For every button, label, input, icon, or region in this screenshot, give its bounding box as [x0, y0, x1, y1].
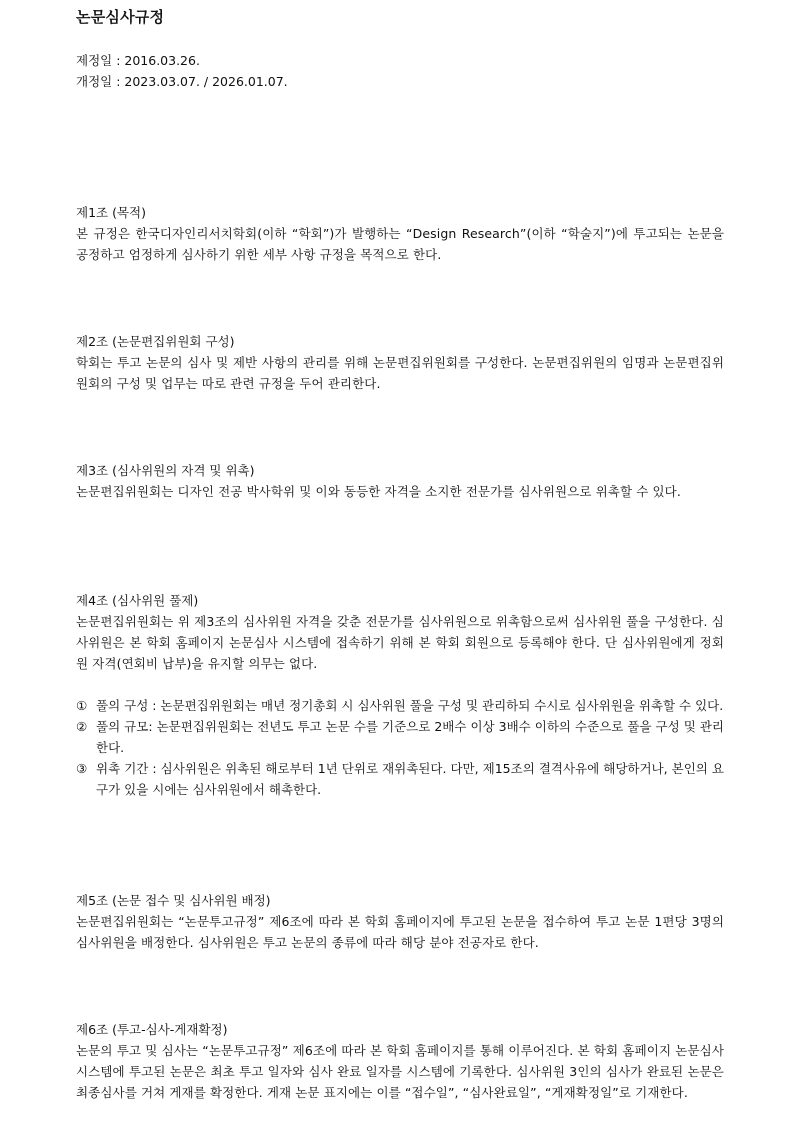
list-item [76, 758, 724, 800]
item-text: 풀의 구성 : 논문편집위원회는 매년 정기총회 시 심사위원 풀을 구성 및 관리하되 수시로 심사위원을 위촉할 수 있다. [96, 698, 724, 713]
article-body: 학회는 투고 논문의 심사 및 제반 사항의 관리를 위해 논문편집위원회를 구성한다. 논문편집위원의 임명과 논문편집위원회의 구성 및 업무는 따로 관련 규정을 두어 관리한다. [76, 355, 724, 391]
article-title: 제3조 (심사위원의 자격 및 위촉) [76, 463, 255, 478]
article-body: 본 규정은 한국디자인리서치학회(이하 “학회”)가 발행하는 “Design Research”(이하 “학술지”)에 투고되는 논문을 공정하고 엄정하게 심사하기 위한 세부 사항 규정을 목적으로 한다. [76, 226, 724, 262]
article-2 [76, 331, 724, 394]
article-body: 논문의 투고 및 심사는 “논문투고규정” 제6조에 따라 본 학회 홈페이지를 통해 이루어진다. 본 학회 홈페이지 논문심사 시스템에 투고된 논문은 최초 투고 일자와 심사 완료 일자를 시스템에 기록한다. 심사위원 3인의 심사가 완료된 논문은 최종심사를 거쳐 게재를 확정한다. 게재 논문 표지에는 이를 “접수일”, “심사완료일”, “게재확정일”로 기재한다. [76, 1043, 724, 1100]
article-1 [76, 202, 724, 265]
article-title: 제2조 (논문편집위원회 구성) [76, 334, 235, 349]
article-title: 제5조 (논문 접수 및 심사위원 배정) [76, 893, 271, 908]
article-title: 제6조 (투고-심사-게재확정) [76, 1022, 228, 1037]
list-item [76, 695, 724, 716]
document-title: 논문심사규정 [76, 8, 165, 26]
article-title: 제1조 (목적) [76, 205, 146, 220]
article-items [76, 695, 724, 800]
enacted-date: 제정일 : 2016.03.26. [76, 53, 200, 68]
item-text: 풀의 규모: 논문편집위원회는 전년도 투고 논문 수를 기준으로 2배수 이상 3배수 이하의 수준으로 풀을 구성 및 관리한다. [96, 719, 724, 755]
article-4 [76, 590, 724, 800]
item-number: ③ [76, 761, 88, 776]
revised-date: 개정일 : 2023.03.07. / 2026.01.07. [76, 74, 288, 89]
article-body: 논문편집위원회는 디자인 전공 박사학위 및 이와 동등한 자격을 소지한 전문가를 심사위원으로 위촉할 수 있다. [76, 484, 681, 499]
item-number: ① [76, 698, 88, 713]
list-item [76, 716, 724, 758]
article-6 [76, 1019, 724, 1103]
item-number: ② [76, 719, 88, 734]
article-3 [76, 460, 724, 502]
document-dates [76, 50, 288, 92]
article-body: 논문편집위원회는 위 제3조의 심사위원 자격을 갖춘 전문가를 심사위원으로 위촉함으로써 심사위원 풀을 구성한다. 심사위원은 본 학회 홈페이지 논문심사 시스템에 접속하기 위해 본 학회 회원으로 등록해야 한다. 단 심사위원에게 정회원 자격(연회비 납부)을 유지할 의무는 없다. [76, 614, 724, 671]
article-title: 제4조 (심사위원 풀제) [76, 593, 199, 608]
article-5 [76, 890, 724, 953]
item-text: 위촉 기간 : 심사위원은 위촉된 해로부터 1년 단위로 재위촉된다. 다만, 제15조의 결격사유에 해당하거나, 본인의 요구가 있을 시에는 심사위원에서 해촉한다. [96, 761, 724, 797]
article-body: 논문편집위원회는 “논문투고규정” 제6조에 따라 본 학회 홈페이지에 투고된 논문을 접수하여 투고 논문 1편당 3명의 심사위원을 배정한다. 심사위원은 투고 논문의 종류에 따라 해당 분야 전공자로 한다. [76, 914, 725, 950]
